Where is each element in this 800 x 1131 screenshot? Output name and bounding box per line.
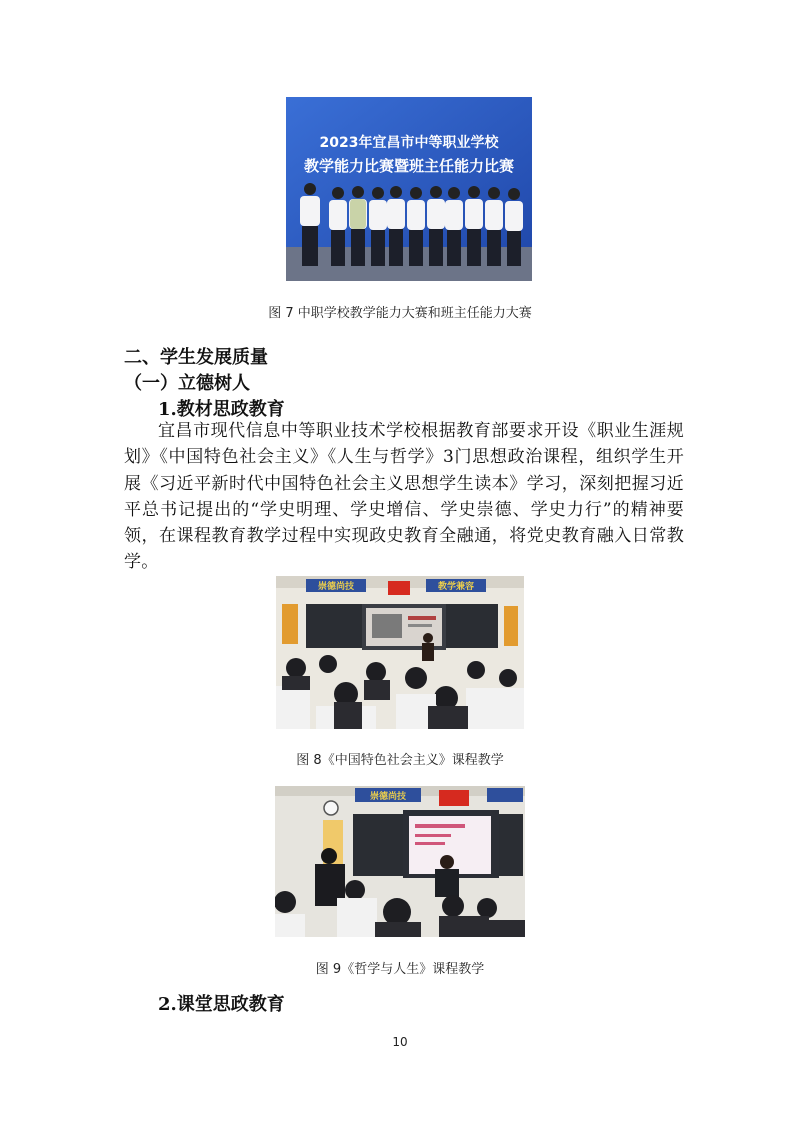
page-number: 10 xyxy=(392,1035,408,1049)
figure-9-photo xyxy=(275,786,525,937)
figure-8-photo xyxy=(276,576,524,729)
figure-7-photo xyxy=(286,97,532,281)
figure-7-illustration xyxy=(286,97,532,281)
figure-8-caption: 图 8《中国特色社会主义》课程教学 xyxy=(296,753,504,768)
item-heading-1: 1.教材思政教育 xyxy=(158,399,285,420)
figure-7-caption: 图 7 中职学校教学能力大赛和班主任能力大赛 xyxy=(268,306,532,321)
section-heading: 二、学生发展质量 xyxy=(124,347,268,368)
wall-slogan-left: 崇德尚技 xyxy=(317,582,355,592)
wall-slogan-right: 教学兼容 xyxy=(437,582,475,592)
item-heading-2: 2.课堂思政教育 xyxy=(158,994,285,1015)
figure-9-illustration xyxy=(275,786,525,937)
banner-line-2: 教学能力比赛暨班主任能力比赛 xyxy=(303,157,515,175)
banner-line-1: 2023年宜昌市中等职业学校 xyxy=(319,135,499,151)
flag-icon xyxy=(439,790,469,806)
flag-icon xyxy=(388,581,410,595)
subsection-heading: （一）立德树人 xyxy=(124,373,250,394)
figure-8-illustration xyxy=(276,576,524,729)
wall-slogan: 崇德尚技 xyxy=(369,792,407,802)
body-paragraph: 宜昌市现代信息中等职业技术学校根据教育部要求开设《职业生涯规划》《中国特色社会主义》《人生与哲学》3门思想政治课程，组织学生开展《习近平新时代中国特色社会主义思想学生读本》学习，深刻把握习近平总书记提出的“学史明理、学史增信、学史崇德、学史力行”的精神要领，在课程教育教学过程中实现政史教育全融通，将党史教育融入日常教学。 xyxy=(124,421,684,573)
group-of-people xyxy=(300,183,523,266)
figure-9-caption: 图 9《哲学与人生》课程教学 xyxy=(315,962,485,977)
clock-icon xyxy=(324,801,338,815)
